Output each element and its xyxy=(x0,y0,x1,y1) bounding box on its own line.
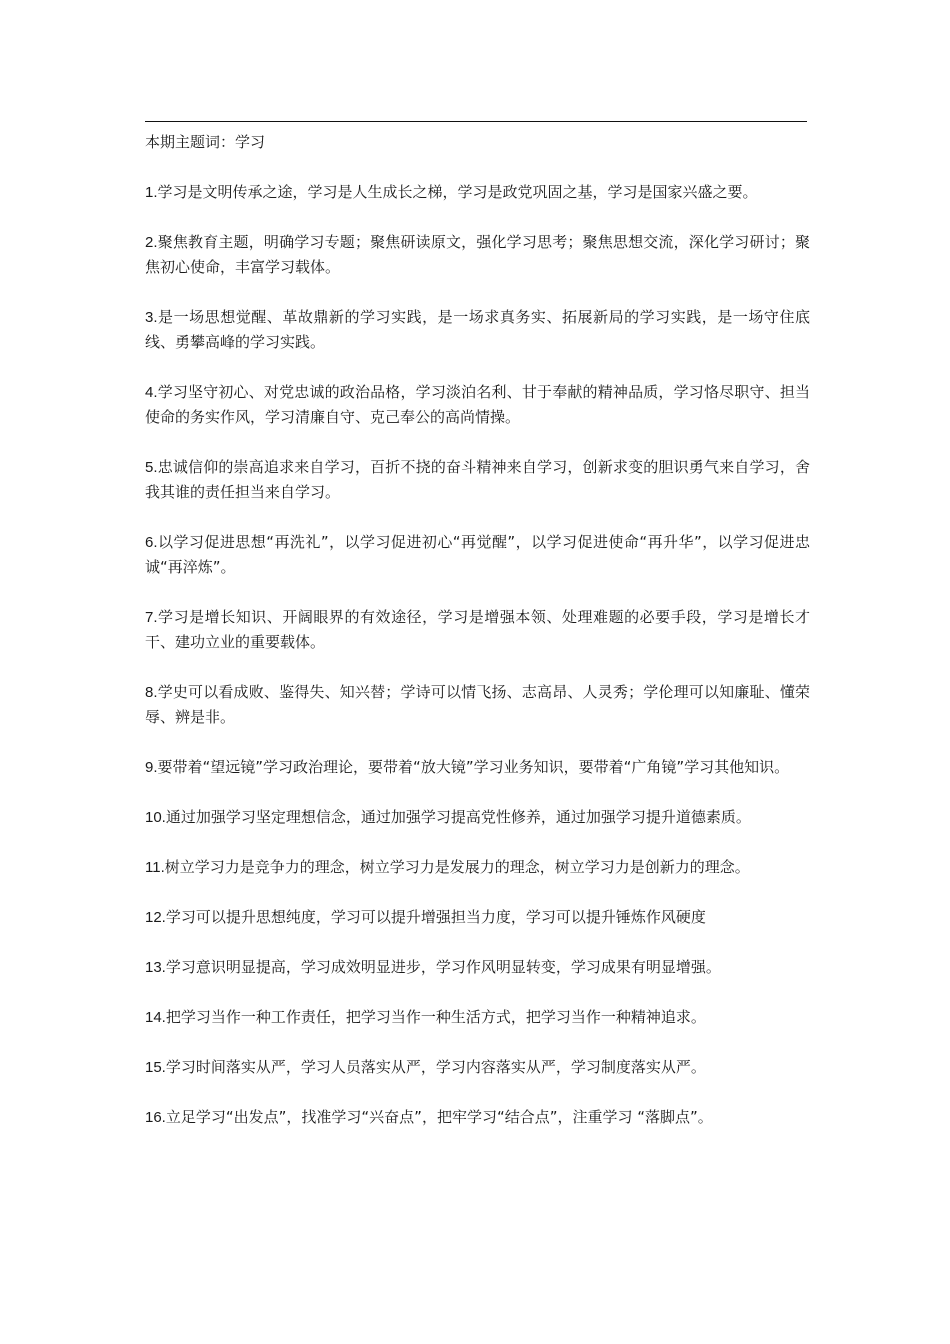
item-text: 以学习促进思想“再洗礼”，以学习促进初心“再觉醒”，以学习促进使命“再升华”，以学习促进忠诚“再淬炼”。 xyxy=(145,533,810,576)
item-text: 聚焦教育主题，明确学习专题；聚焦研读原文，强化学习思考；聚焦思想交流，深化学习研讨；聚焦初心使命，丰富学习载体。 xyxy=(145,233,810,276)
theme-line: 本期主题词：学习 xyxy=(145,133,266,151)
item-text: 立足学习“出发点”，找准学习“兴奋点”，把牢学习“结合点”，注重学习 “落脚点”。 xyxy=(165,1108,713,1126)
list-item xyxy=(145,855,810,880)
item-number: 4. xyxy=(145,384,158,401)
item-number: 9. xyxy=(145,759,158,776)
item-number: 14. xyxy=(145,1009,166,1026)
item-text: 学习可以提升思想纯度，学习可以提升增强担当力度，学习可以提升锤炼作风硬度 xyxy=(165,908,706,926)
list-item xyxy=(145,1105,810,1130)
list-item xyxy=(145,605,810,655)
list-item xyxy=(145,680,810,730)
item-text: 把学习当作一种工作责任，把学习当作一种生活方式，把学习当作一种精神追求。 xyxy=(165,1008,706,1026)
item-number: 13. xyxy=(145,959,166,976)
list-item xyxy=(145,530,810,580)
item-number: 6. xyxy=(145,534,158,551)
item-text: 学习坚守初心、对党忠诚的政治品格，学习淡泊名利、甘于奉献的精神品质，学习恪尽职守、担当使命的务实作风，学习清廉自守、克己奉公的高尚情操。 xyxy=(145,383,810,426)
item-text: 忠诚信仰的崇高追求来自学习，百折不挠的奋斗精神来自学习，创新求变的胆识勇气来自学习，舍我其谁的责任担当来自学习。 xyxy=(145,458,810,501)
item-number: 5. xyxy=(145,459,158,476)
item-text: 学习是增长知识、开阔眼界的有效途径，学习是增强本领、处理难题的必要手段，学习是增长才干、建功立业的重要载体。 xyxy=(145,608,810,651)
item-number: 8. xyxy=(145,684,158,701)
list-item xyxy=(145,1055,810,1080)
header-rule xyxy=(145,121,807,122)
item-text: 学习是文明传承之途，学习是人生成长之梯，学习是政党巩固之基，学习是国家兴盛之要。 xyxy=(157,183,758,201)
list-item xyxy=(145,755,810,780)
item-text: 通过加强学习坚定理想信念，通过加强学习提高党性修养，通过加强学习提升道德素质。 xyxy=(165,808,751,826)
item-number: 15. xyxy=(145,1059,166,1076)
list-item xyxy=(145,955,810,980)
item-number: 7. xyxy=(145,609,158,626)
item-number: 2. xyxy=(145,234,158,251)
item-number: 12. xyxy=(145,909,166,926)
list-item xyxy=(145,305,810,355)
list-item xyxy=(145,380,810,430)
list-item xyxy=(145,905,810,930)
item-text: 树立学习力是竞争力的理念，树立学习力是发展力的理念，树立学习力是创新力的理念。 xyxy=(164,858,750,876)
list-item xyxy=(145,180,810,205)
list-item xyxy=(145,805,810,830)
list-item xyxy=(145,230,810,280)
item-text: 学习时间落实从严，学习人员落实从严，学习内容落实从严，学习制度落实从严。 xyxy=(165,1058,706,1076)
item-text: 学史可以看成败、鉴得失、知兴替；学诗可以情飞扬、志高昂、人灵秀；学伦理可以知廉耻、懂荣辱、辨是非。 xyxy=(145,683,810,726)
list-item xyxy=(145,455,810,505)
item-number: 3. xyxy=(145,309,158,326)
list-item xyxy=(145,1005,810,1030)
item-number: 16. xyxy=(145,1109,166,1126)
item-number: 10. xyxy=(145,809,166,826)
item-list xyxy=(145,180,810,1155)
item-text: 学习意识明显提高，学习成效明显进步，学习作风明显转变，学习成果有明显增强。 xyxy=(165,958,721,976)
item-number: 11. xyxy=(145,859,165,876)
item-text: 要带着“望远镜”学习政治理论，要带着“放大镜”学习业务知识，要带着“广角镜”学习其他知识。 xyxy=(157,758,790,776)
item-text: 是一场思想觉醒、革故鼎新的学习实践，是一场求真务实、拓展新局的学习实践，是一场守住底线、勇攀高峰的学习实践。 xyxy=(145,308,810,351)
item-number: 1. xyxy=(145,184,158,201)
